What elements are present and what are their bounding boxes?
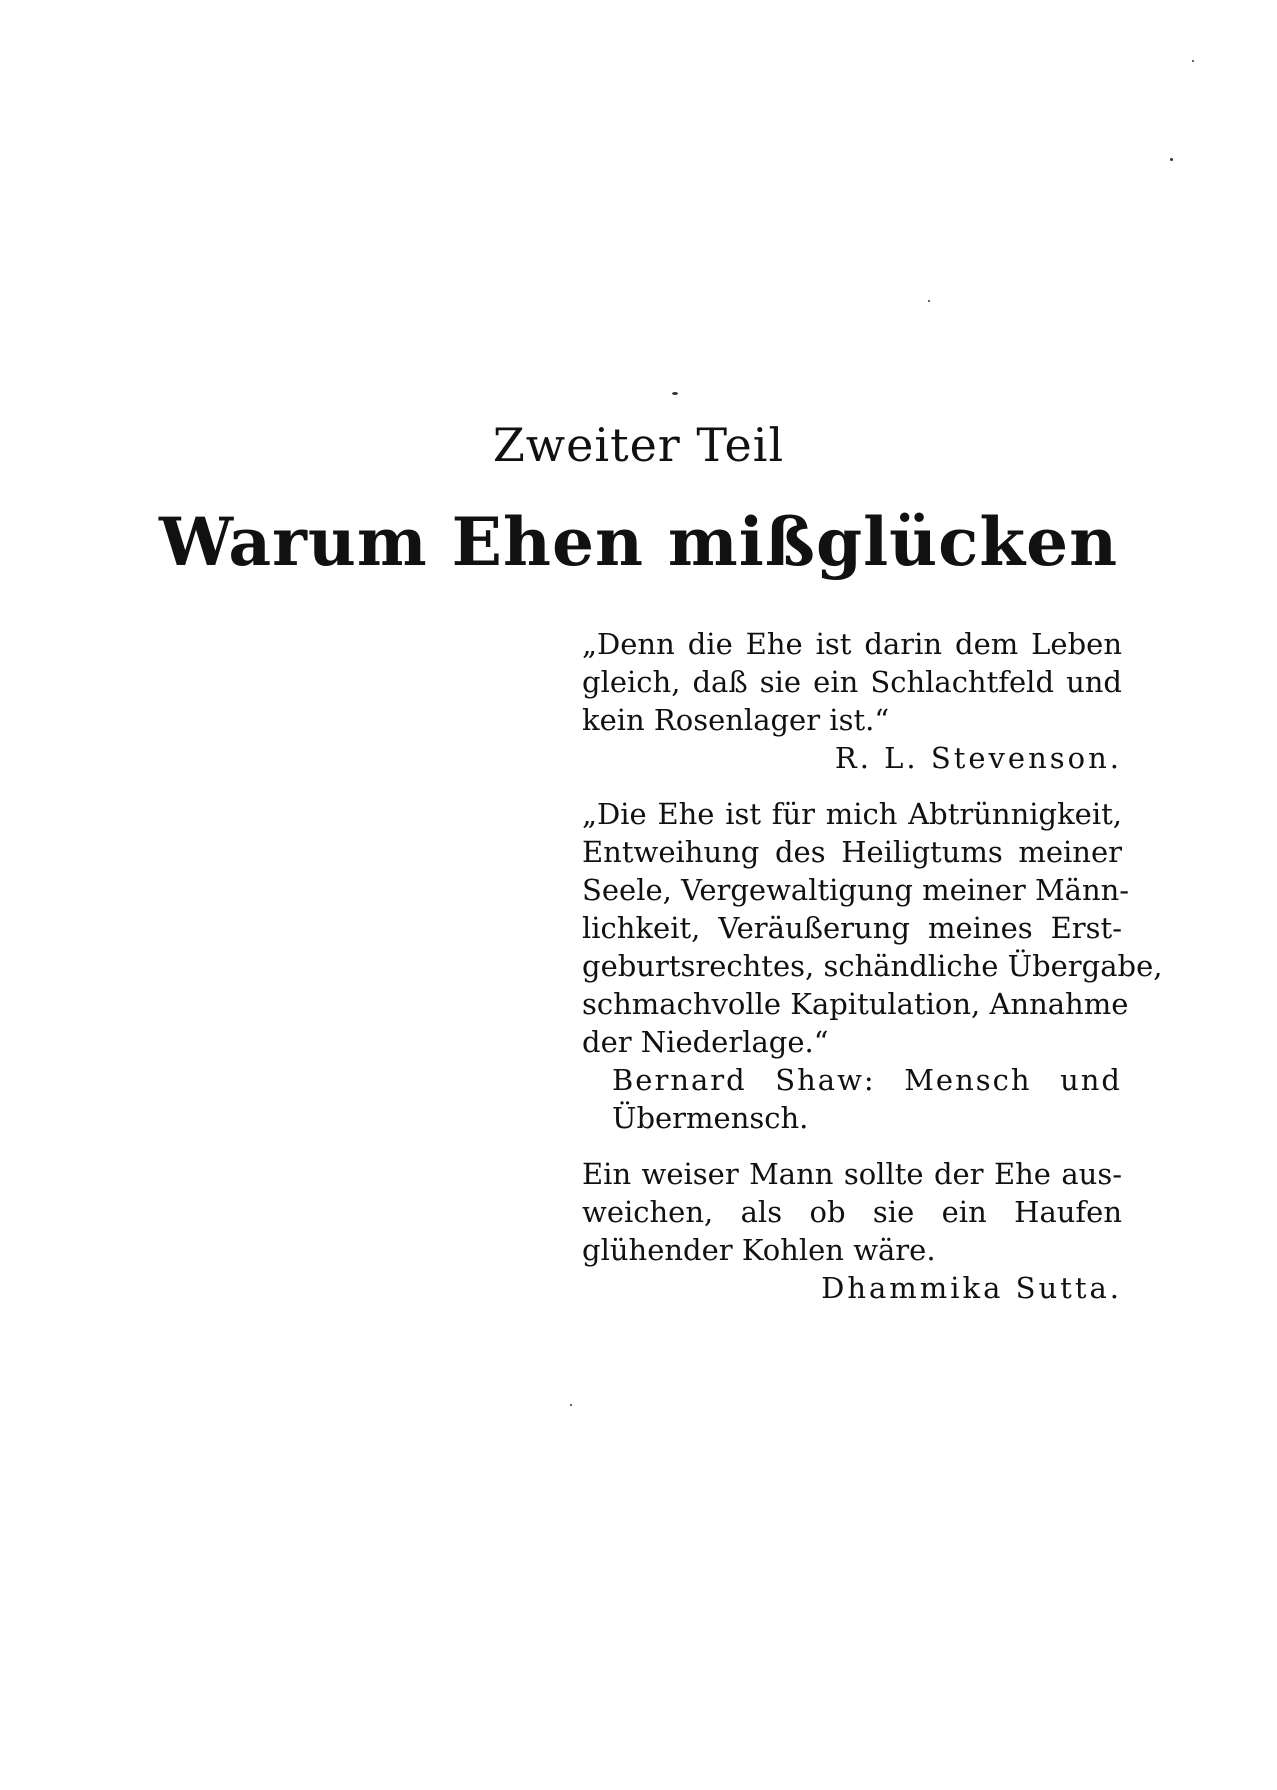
epigraph-shaw [582, 795, 1163, 1137]
quote-line: glühender Kohlen wäre. [582, 1233, 936, 1267]
epigraph-dhammika [582, 1155, 1122, 1307]
scan-speck [570, 1404, 572, 1406]
epigraphs [582, 625, 1163, 1307]
scan-speck [1192, 60, 1194, 62]
scan-speck [1170, 158, 1173, 161]
scan-speck [928, 300, 930, 302]
quote-line: lichkeit, Veräußerung meines Erst- [582, 911, 1122, 945]
scan-speck [672, 392, 678, 395]
attribution: Bernard Shaw: Mensch und [612, 1063, 1122, 1097]
quote-line: kein Rosenlager ist.“ [582, 703, 890, 737]
part-title: Warum Ehen mißglücken [158, 503, 1119, 581]
part-label: Zweiter Teil [492, 418, 785, 472]
quote-line: geburtsrechtes, schändliche Übergabe, [582, 949, 1163, 983]
attribution: R. L. Stevenson. [834, 741, 1122, 775]
quote-line: „Denn die Ehe ist darin dem Leben [582, 627, 1122, 661]
epigraph-stevenson [582, 625, 1122, 777]
quote-line: weichen, als ob sie ein Haufen [582, 1195, 1122, 1229]
quote-line: Entweihung des Heiligtums meiner [582, 835, 1122, 869]
quote-line: der Niederlage.“ [582, 1025, 829, 1059]
quote-line: schmachvolle Kapitulation, Annahme [582, 987, 1129, 1021]
attribution: Dhammika Sutta. [821, 1271, 1122, 1305]
quote-line: Ein weiser Mann sollte der Ehe aus- [582, 1157, 1122, 1191]
quote-line: Seele, Vergewaltigung meiner Männ- [582, 873, 1130, 907]
attribution-continued: Übermensch. [612, 1101, 809, 1135]
quote-line: gleich, daß sie ein Schlachtfeld und [582, 665, 1122, 699]
quote-line: „Die Ehe ist für mich Abtrünnigkeit, [582, 797, 1122, 831]
